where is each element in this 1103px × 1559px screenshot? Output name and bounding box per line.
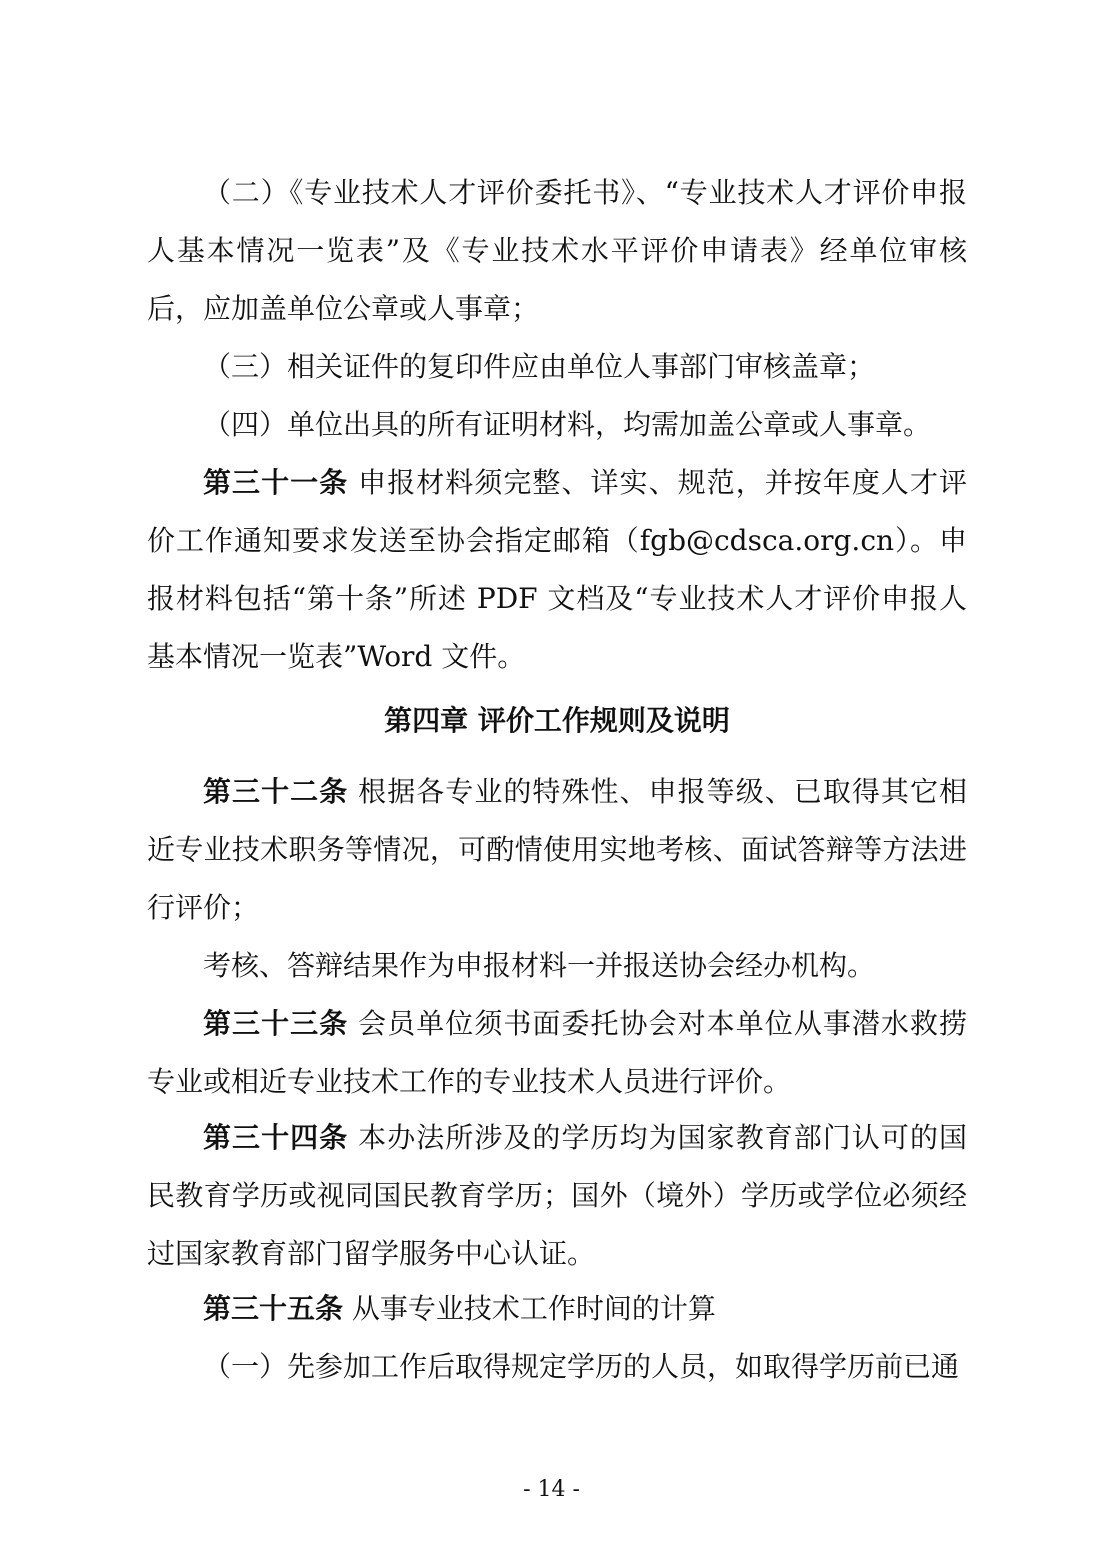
article-31-text: 申报材料须完整、详实、规范，并按年度人才评价工作通知要求发送至协会指定邮箱（fgb@cdsca.org.cn）。申报材料包括“第十条”所述 PDF 文档及“专业技术人才评价申报人基本情况一览表”Word 文件。 (147, 466, 967, 673)
article-34 (147, 1109, 967, 1283)
paragraph-text: （四）单位出具的所有证明材料，均需加盖公章或人事章。 (203, 408, 932, 441)
paragraph-text: （一）先参加工作后取得规定学历的人员，如取得学历前已通 (203, 1350, 960, 1383)
article-35-text: 从事专业技术工作时间的计算 (343, 1292, 716, 1325)
article-34-heading: 第三十四条 (203, 1121, 349, 1154)
paragraph-text: 考核、答辩结果作为申报材料一并报送协会经办机构。 (203, 949, 876, 982)
article-33-text: 会员单位须书面委托协会对本单位从事潜水救捞专业或相近专业技术工作的专业技术人员进行评价。 (147, 1007, 967, 1098)
paragraph-text: （三）相关证件的复印件应由单位人事部门审核盖章； (203, 350, 876, 383)
paragraph-item-4 (147, 396, 967, 454)
article-31 (147, 454, 967, 686)
article-33-heading: 第三十三条 (203, 1007, 349, 1040)
paragraph-item-2 (147, 164, 967, 338)
article-35 (147, 1280, 967, 1338)
article-33 (147, 995, 967, 1111)
paragraph-text: （二）《专业技术人才评价委托书》、“专业技术人才评价申报人基本情况一览表”及《专业技术水平评价申请表》经单位审核后，应加盖单位公章或人事章； (147, 176, 967, 325)
article-31-heading: 第三十一条 (203, 466, 349, 499)
article-32 (147, 763, 967, 937)
chapter-4-heading: 第四章 评价工作规则及说明 (384, 704, 730, 737)
article-34-text: 本办法所涉及的学历均为国家教育部门认可的国民教育学历或视同国民教育学历；国外（境外）学历或学位必须经过国家教育部门留学服务中心认证。 (147, 1121, 967, 1270)
paragraph-item-3 (147, 338, 967, 396)
article-32-heading: 第三十二条 (203, 775, 349, 808)
article-35-heading: 第三十五条 (203, 1292, 344, 1325)
article-32-text: 根据各专业的特殊性、申报等级、已取得其它相近专业技术职务等情况，可酌情使用实地考核、面试答辩等方法进行评价； (147, 775, 967, 924)
paragraph-yi (147, 1338, 967, 1396)
paragraph-kaohe (147, 937, 967, 995)
page-number: - 14 - (523, 1477, 580, 1502)
